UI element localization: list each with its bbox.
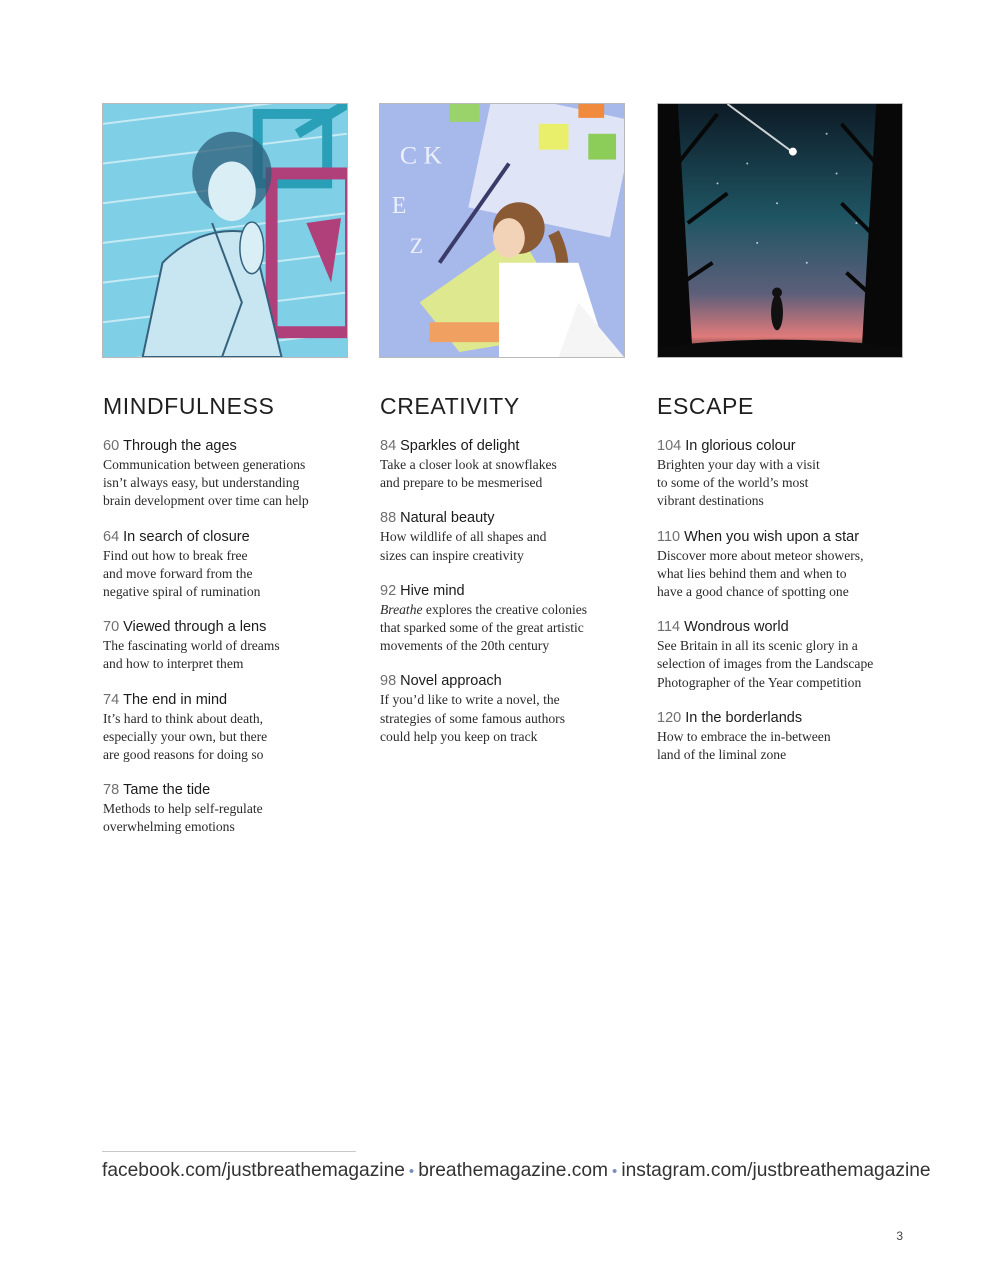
article-description: The fascinating world of dreams and how to interpret them bbox=[103, 638, 280, 672]
toc-item[interactable] bbox=[657, 618, 907, 692]
article-title: Viewed through a lens bbox=[123, 619, 267, 636]
page-number: 110 bbox=[657, 528, 681, 545]
bullet-separator: • bbox=[408, 1163, 415, 1180]
toc-item[interactable] bbox=[657, 437, 907, 511]
article-title: When you wish upon a star bbox=[684, 528, 860, 545]
page-number: 98 bbox=[380, 673, 397, 690]
page-number: 64 bbox=[103, 528, 120, 545]
article-title: Wondrous world bbox=[684, 619, 789, 636]
article-title: In search of closure bbox=[123, 528, 250, 545]
toc-item[interactable] bbox=[657, 528, 907, 602]
shooting-star-night-illustration bbox=[657, 103, 903, 358]
toc-item[interactable] bbox=[380, 672, 630, 746]
article-description: Communication between generations isn’t always easy, but understanding brain development over time can help bbox=[103, 457, 309, 509]
article-title: Sparkles of delight bbox=[400, 438, 520, 454]
section-title: CREATIVITY bbox=[380, 393, 520, 419]
article-description: Methods to help self-regulate overwhelming emotions bbox=[103, 801, 263, 835]
svg-text:C K: C K bbox=[399, 140, 443, 170]
page-number-folio: 3 bbox=[896, 1229, 903, 1243]
page-number: 92 bbox=[380, 582, 397, 599]
toc-item[interactable] bbox=[103, 781, 353, 836]
article-title: Through the ages bbox=[123, 438, 237, 454]
page-number: 60 bbox=[103, 438, 120, 454]
page-number: 70 bbox=[103, 619, 120, 636]
article-title: Novel approach bbox=[400, 673, 502, 690]
article-description: Breathe explores the creative colonies that sparked some of the great artistic movements of the 20th century bbox=[380, 601, 588, 654]
toc-item[interactable] bbox=[657, 709, 907, 764]
toc-item[interactable] bbox=[103, 691, 353, 765]
bullet-separator: • bbox=[612, 1163, 618, 1180]
article-description: It’s hard to think about death, especially your own, but there are good reasons for doing so bbox=[103, 710, 268, 763]
article-description: How wildlife of all shapes and sizes can inspire creativity bbox=[380, 529, 547, 563]
page-number: 88 bbox=[380, 510, 397, 527]
magazine-name: Breathe bbox=[380, 601, 423, 617]
footer-divider bbox=[102, 1151, 356, 1152]
article-title: Tame the tide bbox=[123, 782, 211, 799]
section-creativity bbox=[380, 392, 630, 763]
article-title: Hive mind bbox=[400, 582, 465, 599]
section-escape bbox=[657, 392, 907, 781]
article-description: Brighten your day with a visit to some of the world’s most vibrant destinations bbox=[657, 457, 820, 509]
section-mindfulness bbox=[103, 392, 353, 854]
footer-links bbox=[102, 1160, 931, 1182]
article-title: Natural beauty bbox=[400, 510, 495, 527]
article-description: Take a closer look at snowflakes and prepare to be mesmerised bbox=[380, 457, 557, 491]
man-thinking-illustration bbox=[102, 103, 348, 358]
svg-text:E: E bbox=[391, 193, 407, 220]
toc-item[interactable] bbox=[103, 618, 353, 673]
page-number: 120 bbox=[657, 709, 682, 726]
article-title: In the borderlands bbox=[685, 709, 803, 726]
article-description: See Britain in all its scenic glory in a selection of images from the Landscape Photographer of the Year competition bbox=[657, 638, 874, 690]
instagram-link[interactable]: instagram.com/justbreathemagazine bbox=[621, 1160, 931, 1181]
toc-item[interactable] bbox=[103, 437, 353, 511]
toc-item[interactable] bbox=[380, 509, 630, 564]
page-number: 78 bbox=[103, 782, 120, 799]
page-number: 104 bbox=[657, 438, 682, 454]
section-title: ESCAPE bbox=[657, 393, 754, 419]
page-number: 114 bbox=[657, 619, 681, 636]
article-description: How to embrace the in-between land of the liminal zone bbox=[657, 728, 831, 763]
facebook-link[interactable]: facebook.com/justbreathemagazine bbox=[102, 1160, 405, 1181]
article-description: Discover more about meteor showers, what lies behind them and when to have a good chance of spotting one bbox=[657, 547, 864, 600]
page-number: 74 bbox=[103, 691, 120, 708]
toc-item[interactable] bbox=[380, 582, 630, 656]
page-number: 84 bbox=[380, 438, 397, 454]
article-description: Find out how to break free and move forward from the negative spiral of rumination bbox=[103, 547, 261, 600]
article-title: The end in mind bbox=[123, 691, 228, 708]
section-title: MINDFULNESS bbox=[103, 393, 275, 419]
toc-item[interactable] bbox=[380, 437, 630, 492]
website-link[interactable]: breathemagazine.com bbox=[418, 1160, 609, 1181]
toc-item[interactable] bbox=[103, 528, 353, 602]
article-title: In glorious colour bbox=[685, 438, 796, 454]
woman-writing-illustration bbox=[379, 103, 625, 358]
article-description: If you’d like to write a novel, the strategies of some famous authors could help you keep on track bbox=[380, 692, 565, 744]
svg-text:Z: Z bbox=[409, 233, 424, 258]
